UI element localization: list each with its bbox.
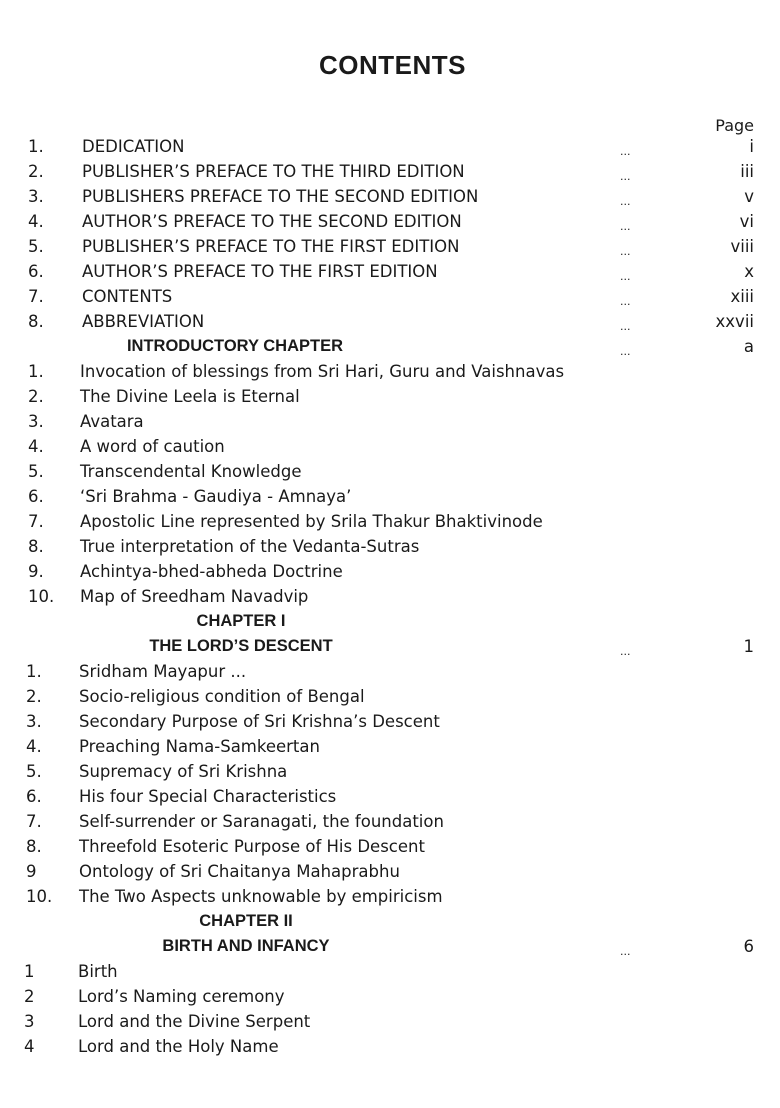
entry-number: 8. xyxy=(28,312,44,331)
leader-dots: ... xyxy=(620,220,631,233)
entry-number: 3 xyxy=(24,1012,35,1031)
entry-number: 1. xyxy=(28,137,44,156)
leader-dots: ... xyxy=(620,170,631,183)
toc-row xyxy=(0,709,780,734)
toc-row xyxy=(0,284,780,309)
toc-row xyxy=(0,484,780,509)
page-number: 1 xyxy=(743,637,754,656)
entry-number: 7. xyxy=(26,812,42,831)
entry-number: 8. xyxy=(26,837,42,856)
toc-row xyxy=(0,734,780,759)
toc-row xyxy=(0,684,780,709)
toc-row xyxy=(0,434,780,459)
entry-title: Achintya-bhed-abheda Doctrine xyxy=(80,562,343,581)
entry-title: PUBLISHER’S PREFACE TO THE THIRD EDITION xyxy=(82,162,465,181)
entry-title: AUTHOR’S PREFACE TO THE SECOND EDITION xyxy=(82,212,462,231)
toc-row xyxy=(0,584,780,609)
entry-number: 4. xyxy=(26,737,42,756)
entry-number: 2. xyxy=(26,687,42,706)
entry-number: 7. xyxy=(28,287,44,306)
toc-row xyxy=(0,809,780,834)
chapter-number-heading xyxy=(0,609,780,634)
toc-row xyxy=(0,459,780,484)
toc-row xyxy=(0,784,780,809)
entry-number: 7. xyxy=(28,512,44,531)
entry-number: 4. xyxy=(28,212,44,231)
entry-number: 3. xyxy=(26,712,42,731)
page-number: x xyxy=(744,262,754,281)
entry-title: A word of caution xyxy=(80,437,225,456)
entry-title: Lord and the Divine Serpent xyxy=(78,1012,311,1031)
leader-dots: ... xyxy=(620,320,631,333)
entry-title: Invocation of blessings from Sri Hari, Guru and Vaishnavas xyxy=(80,362,565,381)
toc-row xyxy=(0,759,780,784)
page-number: viii xyxy=(730,237,754,256)
entry-number: 4. xyxy=(28,437,44,456)
chapter-heading xyxy=(0,934,780,959)
entry-title: The Divine Leela is Eternal xyxy=(80,387,300,406)
leader-dots: ... xyxy=(620,245,631,258)
entry-title: True interpretation of the Vedanta-Sutras xyxy=(80,537,420,556)
entry-title: PUBLISHERS PREFACE TO THE SECOND EDITION xyxy=(82,187,479,206)
toc-row xyxy=(0,1009,780,1034)
chapter-number-heading xyxy=(0,909,780,934)
leader-dots: ... xyxy=(620,645,631,658)
toc-row xyxy=(0,159,780,184)
toc-row xyxy=(0,534,780,559)
toc-row xyxy=(0,359,780,384)
entry-number: 1. xyxy=(28,362,44,381)
leader-dots: ... xyxy=(620,270,631,283)
chapter-heading xyxy=(0,334,780,359)
entry-number: 8. xyxy=(28,537,44,556)
toc-row xyxy=(0,859,780,884)
entry-number: 1 xyxy=(24,962,35,981)
entry-title: Transcendental Knowledge xyxy=(80,462,302,481)
toc-row xyxy=(0,384,780,409)
entry-title: Threefold Esoteric Purpose of His Descent xyxy=(79,837,425,856)
entry-title: DEDICATION xyxy=(82,137,185,156)
page-number: xxvii xyxy=(715,312,754,331)
chapter-title: THE LORD’S DESCENT xyxy=(149,637,333,655)
entry-number: 6. xyxy=(26,787,42,806)
entry-title: Avatara xyxy=(80,412,144,431)
entry-title: Self-surrender or Saranagati, the foundation xyxy=(79,812,444,831)
toc-row xyxy=(0,234,780,259)
entry-number: 4 xyxy=(24,1037,35,1056)
chapter-number: CHAPTER I xyxy=(196,612,286,630)
page-number: a xyxy=(743,337,754,356)
toc-row xyxy=(0,834,780,859)
page-number: i xyxy=(749,137,754,156)
chapter-number: CHAPTER II xyxy=(199,912,293,930)
chapter-title: BIRTH AND INFANCY xyxy=(162,937,330,955)
entry-title: Apostolic Line represented by Srila Thakur Bhaktivinode xyxy=(80,512,543,531)
entry-title: Lord’s Naming ceremony xyxy=(78,987,285,1006)
toc-row xyxy=(0,984,780,1009)
entry-number: 3. xyxy=(28,412,44,431)
entry-title: Map of Sreedham Navadvip xyxy=(80,587,309,606)
entry-title: PUBLISHER’S PREFACE TO THE FIRST EDITION xyxy=(82,237,460,256)
entry-number: 9. xyxy=(28,562,44,581)
entry-number: 1. xyxy=(26,662,42,681)
toc-row xyxy=(0,259,780,284)
page-number: v xyxy=(744,187,754,206)
entry-number: 6. xyxy=(28,487,44,506)
toc-row xyxy=(0,559,780,584)
entry-number: 5. xyxy=(28,462,44,481)
entry-number: 10. xyxy=(28,587,55,606)
leader-dots: ... xyxy=(620,195,631,208)
toc-row xyxy=(0,1034,780,1059)
toc-row xyxy=(0,309,780,334)
entry-number: 10. xyxy=(26,887,53,906)
chapter-heading xyxy=(0,634,780,659)
leader-dots: ... xyxy=(620,345,631,358)
toc-row xyxy=(0,659,780,684)
entry-title: His four Special Characteristics xyxy=(79,787,337,806)
page-column-header: Page xyxy=(715,116,754,135)
entry-title: Lord and the Holy Name xyxy=(78,1037,279,1056)
entry-title: Ontology of Sri Chaitanya Mahaprabhu xyxy=(79,862,400,881)
leader-dots: ... xyxy=(620,945,631,958)
table-of-contents xyxy=(0,134,780,1059)
toc-row xyxy=(0,884,780,909)
entry-number: 2 xyxy=(24,987,35,1006)
entry-number: 6. xyxy=(28,262,44,281)
leader-dots: ... xyxy=(620,295,631,308)
toc-row xyxy=(0,509,780,534)
page-number: xiii xyxy=(730,287,754,306)
toc-row xyxy=(0,184,780,209)
entry-number: 9 xyxy=(26,862,37,881)
entry-number: 3. xyxy=(28,187,44,206)
entry-title: ABBREVIATION xyxy=(82,312,205,331)
chapter-title: INTRODUCTORY CHAPTER xyxy=(126,337,344,355)
entry-number: 2. xyxy=(28,162,44,181)
entry-title: ‘Sri Brahma - Gaudiya - Amnaya’ xyxy=(80,487,352,506)
entry-title: Preaching Nama-Samkeertan xyxy=(79,737,320,756)
entry-title: AUTHOR’S PREFACE TO THE FIRST EDITION xyxy=(82,262,438,281)
entry-title: CONTENTS xyxy=(82,287,173,306)
page-number: 6 xyxy=(743,937,754,956)
toc-row xyxy=(0,209,780,234)
page-number: vi xyxy=(739,212,754,231)
entry-title: Sridham Mayapur ... xyxy=(79,662,247,681)
entry-title: The Two Aspects unknowable by empiricism xyxy=(79,887,443,906)
entry-title: Birth xyxy=(78,962,118,981)
toc-row xyxy=(0,959,780,984)
entry-number: 2. xyxy=(28,387,44,406)
leader-dots: ... xyxy=(620,145,631,158)
page-title: CONTENTS xyxy=(319,50,466,80)
entry-title: Socio-religious condition of Bengal xyxy=(79,687,365,706)
toc-row xyxy=(0,409,780,434)
entry-number: 5. xyxy=(26,762,42,781)
entry-title: Secondary Purpose of Sri Krishna’s Descent xyxy=(79,712,440,731)
entry-title: Supremacy of Sri Krishna xyxy=(79,762,288,781)
toc-row xyxy=(0,134,780,159)
page-number: iii xyxy=(740,162,754,181)
entry-number: 5. xyxy=(28,237,44,256)
